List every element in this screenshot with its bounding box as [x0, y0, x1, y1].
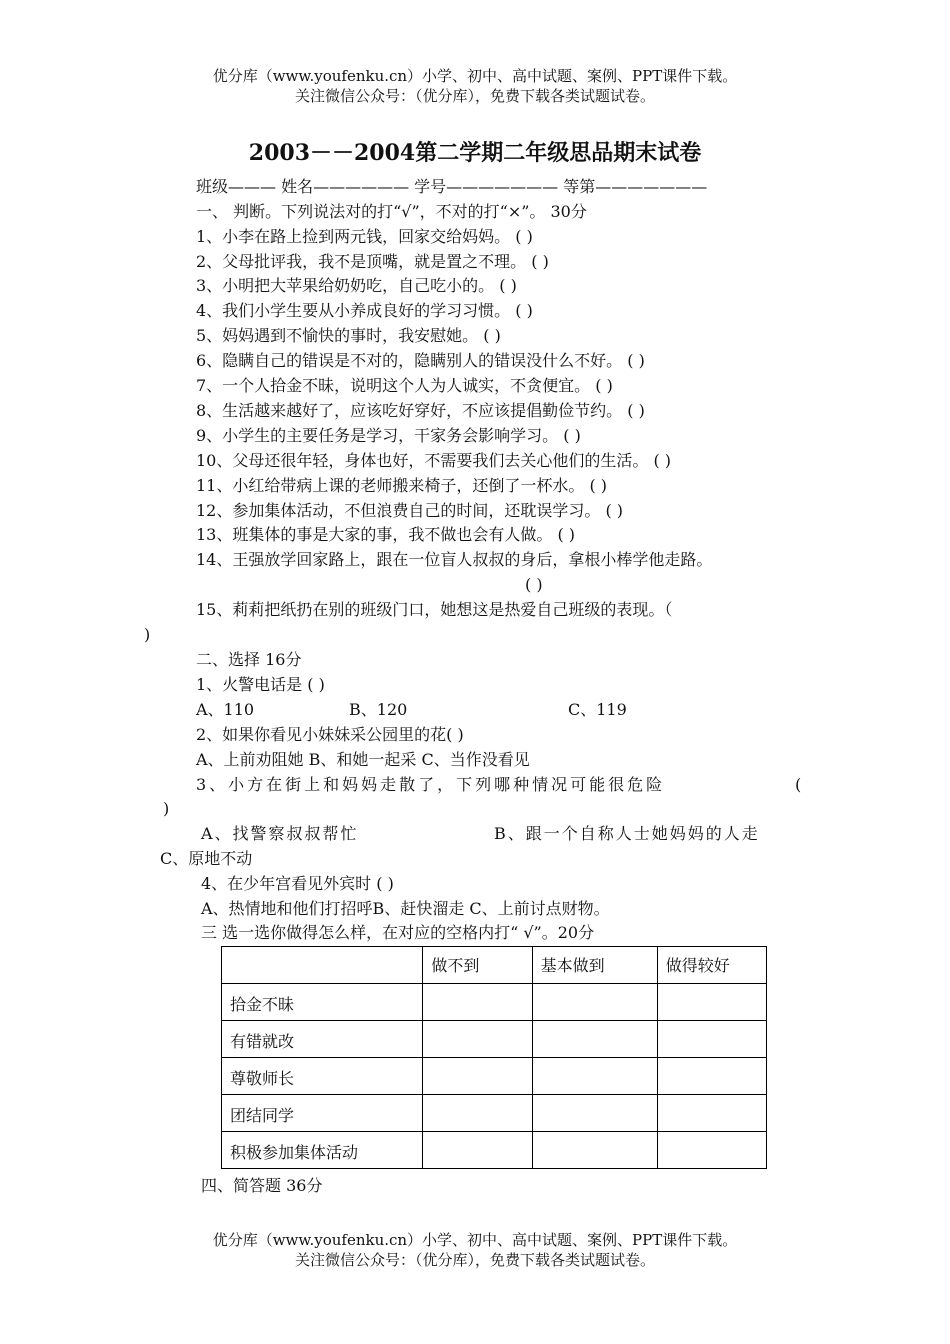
judge-item-5: 5、妈妈遇到不愉快的事时，我安慰她。 ( )	[196, 326, 501, 345]
table-cell[interactable]	[532, 1132, 657, 1169]
table-row-label: 团结同学	[222, 1095, 423, 1132]
judge-item-3: 3、小明把大苹果给奶奶吃，自己吃小的。 ( )	[196, 276, 517, 295]
table-cell[interactable]	[423, 1132, 532, 1169]
section4-heading: 四、简答题 36分	[201, 1176, 323, 1195]
table-cell[interactable]	[532, 1095, 657, 1132]
table-cell[interactable]	[423, 1021, 532, 1058]
choice-q4-options: A、热情地和他们打招呼B、赶快溜走 C、上前讨点财物。	[201, 899, 610, 918]
table-cell[interactable]	[532, 1058, 657, 1095]
judge-item-9: 9、小学生的主要任务是学习，干家务会影响学习。 ( )	[196, 426, 581, 445]
judge-item-13: 13、班集体的事是大家的事，我不做也会有人做。 ( )	[196, 525, 576, 544]
table-row	[222, 1021, 767, 1058]
table-cell[interactable]	[657, 1132, 766, 1169]
table-cell[interactable]	[532, 984, 657, 1021]
table-row	[222, 1132, 767, 1169]
choice-q1-option-b: B、120	[349, 700, 408, 719]
table-cell[interactable]	[423, 984, 532, 1021]
choice-q3: 3、小方在街上和妈妈走散了，下列哪种情况可能很危险	[196, 775, 666, 794]
choice-q1-option-c: C、119	[568, 700, 627, 719]
choice-q2: 2、如果你看见小妹妹采公园里的花( )	[196, 725, 464, 744]
self-evaluation-table	[221, 946, 767, 1169]
judge-item-14-answer: ( )	[525, 575, 543, 594]
judge-item-12: 12、参加集体活动，不但浪费自己的时间，还耽误学习。 ( )	[196, 501, 624, 520]
table-header-row	[222, 947, 767, 984]
judge-item-7: 7、一个人拾金不昧，说明这个人为人诚实，不贪便宜。 ( )	[196, 376, 613, 395]
footer-line-1: 优分库（www.youfenku.cn）小学、初中、高中试题、案例、PPT课件下载。	[212, 1231, 738, 1249]
page-title: 2003－－2004第二学期二年级思品期末试卷	[248, 140, 702, 166]
section1-heading: 一、 判断。下列说法对的打“√”，不对的打“×”。 30分	[196, 202, 587, 221]
table-header-cell: 做不到	[423, 947, 532, 984]
table-header-cell	[222, 947, 423, 984]
choice-q1-option-a: A、110	[196, 700, 255, 719]
header-line-1: 优分库（www.youfenku.cn）小学、初中、高中试题、案例、PPT课件下载。	[212, 67, 738, 85]
table-row	[222, 984, 767, 1021]
table-row-label: 积极参加集体活动	[222, 1132, 423, 1169]
choice-q1: 1、火警电话是 ( )	[196, 675, 325, 694]
student-info-line: 班级——— 姓名—————— 学号——————— 等第———————	[196, 177, 708, 196]
judge-item-4: 4、我们小学生要从小养成良好的学习习惯。 ( )	[196, 301, 533, 320]
choice-q3-option-c: C、原地不动	[160, 849, 253, 868]
table-header-cell: 做得较好	[657, 947, 766, 984]
table-row	[222, 1095, 767, 1132]
table-cell[interactable]	[532, 1021, 657, 1058]
judge-item-2: 2、父母批评我，我不是顶嘴，就是置之不理。 ( )	[196, 252, 549, 271]
judge-item-14: 14、王强放学回家路上，跟在一位盲人叔叔的身后，拿根小棒学他走路。	[196, 550, 713, 569]
judge-item-8: 8、生活越来越好了，应该吃好穿好，不应该提倡勤俭节约。 ( )	[196, 401, 645, 420]
judge-item-15-close: )	[144, 625, 151, 644]
table-cell[interactable]	[423, 1058, 532, 1095]
choice-q2-options: A、上前劝阻她 B、和她一起采 C、当作没看见	[196, 750, 530, 769]
choice-q3-paren: (	[795, 775, 802, 794]
choice-q3-close: )	[163, 799, 170, 818]
judge-item-10: 10、父母还很年轻，身体也好，不需要我们去关心他们的生活。 ( )	[196, 451, 672, 470]
table-row-label: 有错就改	[222, 1021, 423, 1058]
judge-item-11: 11、小红给带病上课的老师搬来椅子，还倒了一杯水。 ( )	[196, 476, 608, 495]
table-row-label: 拾金不昧	[222, 984, 423, 1021]
judge-item-1: 1、小李在路上捡到两元钱，回家交给妈妈。 ( )	[196, 227, 533, 246]
judge-item-6: 6、隐瞒自己的错误是不对的，隐瞒别人的错误没什么不好。 ( )	[196, 351, 645, 370]
section2-heading: 二、选择 16分	[196, 650, 302, 669]
choice-q4: 4、在少年宫看见外宾时 ( )	[201, 874, 394, 893]
table-cell[interactable]	[657, 984, 766, 1021]
choice-q3-option-b: B、跟一个自称人士她妈妈的人走	[494, 824, 760, 843]
table-cell[interactable]	[657, 1095, 766, 1132]
judge-item-15: 15、莉莉把纸扔在别的班级门口，她想这是热爱自己班级的表现。（	[196, 600, 673, 619]
choice-q3-option-a: A、找警察叔叔帮忙	[201, 824, 359, 843]
table-row	[222, 1058, 767, 1095]
table-cell[interactable]	[657, 1021, 766, 1058]
table-header-cell: 基本做到	[532, 947, 657, 984]
table-row-label: 尊敬师长	[222, 1058, 423, 1095]
table-cell[interactable]	[657, 1058, 766, 1095]
footer-line-2: 关注微信公众号：（优分库），免费下载各类试题试卷。	[294, 1251, 655, 1269]
header-line-2: 关注微信公众号：（优分库），免费下载各类试题试卷。	[294, 87, 655, 105]
table-cell[interactable]	[423, 1095, 532, 1132]
section3-heading: 三 选一选你做得怎么样，在对应的空格内打“ √”。20分	[201, 923, 595, 942]
